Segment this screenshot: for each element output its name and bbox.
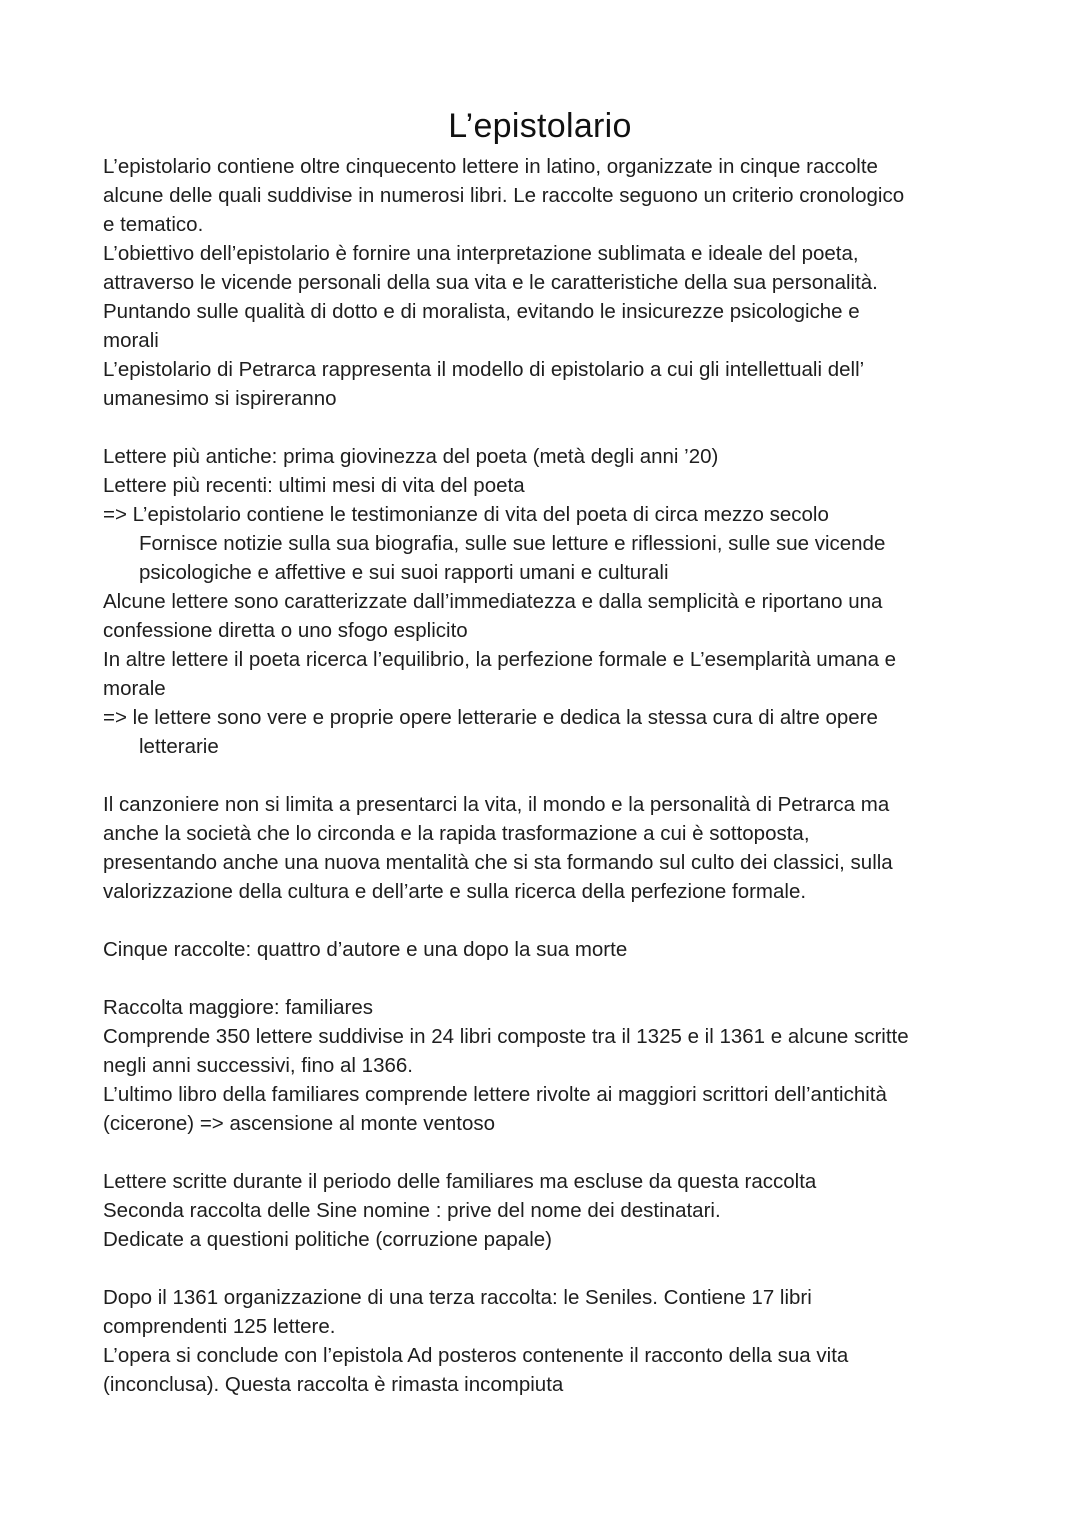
text-line: (cicerone) => ascensione al monte ventoso [103, 1112, 496, 1135]
paragraph-gap [103, 964, 983, 993]
text-line: Cinque raccolte: quattro d’autore e una dopo la sua morte [103, 938, 628, 961]
text-line: presentando anche una nuova mentalità che si sta formando sul culto dei classici, sulla [103, 851, 893, 874]
paragraph-gap [103, 906, 983, 935]
text-line: L’obiettivo dell’epistolario è fornire una interpretazione sublimata e ideale del poeta, [103, 242, 859, 265]
text-line: anche la società che lo circonda e la rapida trasformazione a cui è sottoposta, [103, 822, 810, 845]
text-line: attraverso le vicende personali della sua vita e le caratteristiche della sua personalità. [103, 271, 878, 294]
text-line: valorizzazione della cultura e dell’arte e sulla ricerca della perfezione formale. [103, 880, 807, 903]
text-line: psicologiche e affettive e sui suoi rapporti umani e culturali [139, 561, 669, 584]
text-line: morale [103, 677, 166, 700]
text-line: alcune delle quali suddivise in numerosi libri. Le raccolte seguono un criterio cronologico [103, 184, 905, 207]
document-body [103, 152, 983, 1399]
text-line: Dedicate a questioni politiche (corruzione papale) [103, 1228, 552, 1251]
document-title: L’epistolario [448, 107, 632, 145]
text-line: Comprende 350 lettere suddivise in 24 libri composte tra il 1325 e il 1361 e alcune scritte [103, 1025, 909, 1048]
text-line: Alcune lettere sono caratterizzate dall’immediatezza e dalla semplicità e riportano una [103, 590, 883, 613]
text-line: Lettere più antiche: prima giovinezza del poeta (metà degli anni ’20) [103, 445, 719, 468]
text-line: => le lettere sono vere e proprie opere letterarie e dedica la stessa cura di altre opere [103, 706, 878, 729]
text-line: => L’epistolario contiene le testimonianze di vita del poeta di circa mezzo secolo [103, 503, 829, 526]
text-line: Dopo il 1361 organizzazione di una terza raccolta: le Seniles. Contiene 17 libri [103, 1286, 812, 1309]
text-line: confessione diretta o uno sfogo esplicito [103, 619, 468, 642]
text-line: Lettere scritte durante il periodo delle familiares ma escluse da questa raccolta [103, 1170, 817, 1193]
text-line: Fornisce notizie sulla sua biografia, sulle sue letture e riflessioni, sulle sue vicende [139, 532, 886, 555]
text-line: negli anni successivi, fino al 1366. [103, 1054, 413, 1077]
text-line: umanesimo si ispireranno [103, 387, 337, 410]
text-line: (inconclusa). Questa raccolta è rimasta incompiuta [103, 1373, 564, 1396]
text-line: morali [103, 329, 159, 352]
paragraph-gap [103, 1254, 983, 1283]
text-line: Puntando sulle qualità di dotto e di moralista, evitando le insicurezze psicologiche e [103, 300, 860, 323]
text-line: L’epistolario contiene oltre cinquecento lettere in latino, organizzate in cinque raccolte [103, 155, 878, 178]
paragraph-gap [103, 761, 983, 790]
text-line: Lettere più recenti: ultimi mesi di vita del poeta [103, 474, 525, 497]
text-line: L’epistolario di Petrarca rappresenta il modello di epistolario a cui gli intellettuali dell’ [103, 358, 865, 381]
text-line: e tematico. [103, 213, 204, 236]
paragraph-gap [103, 1138, 983, 1167]
text-line: Seconda raccolta delle Sine nomine : prive del nome dei destinatari. [103, 1199, 721, 1222]
text-line: L’ultimo libro della familiares comprende lettere rivolte ai maggiori scrittori dell’antichità [103, 1083, 887, 1106]
text-line: letterarie [139, 735, 219, 758]
text-line: In altre lettere il poeta ricerca l’equilibrio, la perfezione formale e L’esemplarità umana e [103, 648, 897, 671]
text-line: Il canzoniere non si limita a presentarci la vita, il mondo e la personalità di Petrarca ma [103, 793, 890, 816]
text-line: comprendenti 125 lettere. [103, 1315, 336, 1338]
text-line: L’opera si conclude con l’epistola Ad posteros contenente il racconto della sua vita [103, 1344, 849, 1367]
text-line: Raccolta maggiore: familiares [103, 996, 374, 1019]
paragraph-gap [103, 413, 983, 442]
